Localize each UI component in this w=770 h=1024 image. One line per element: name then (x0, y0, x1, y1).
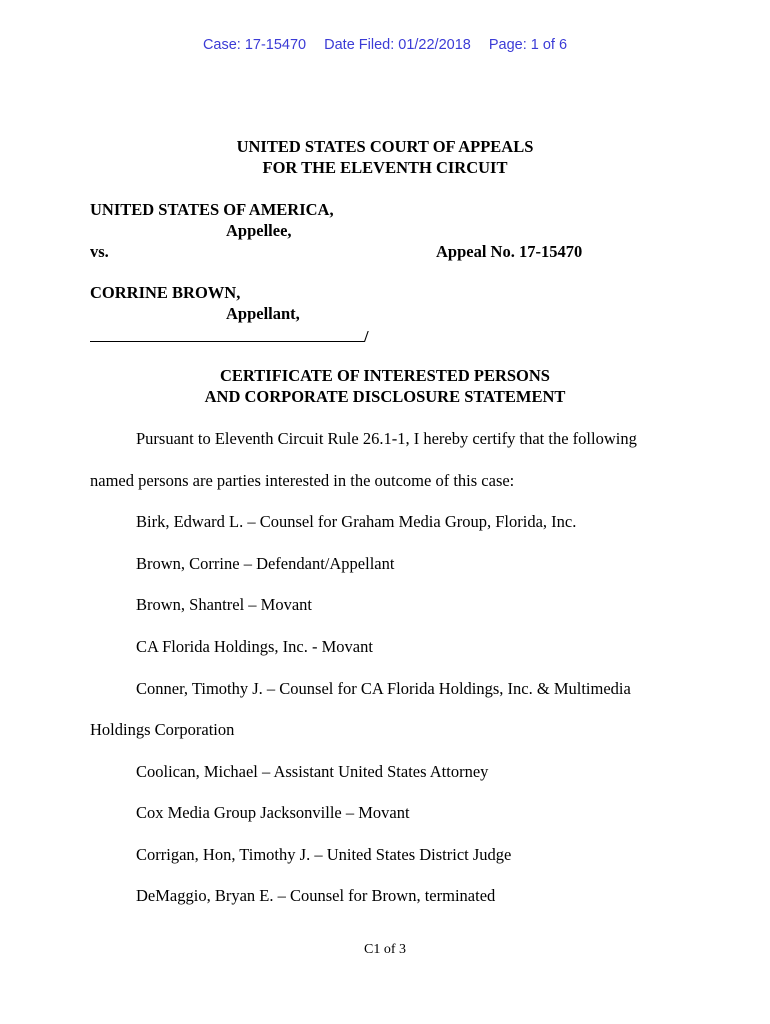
certificate-title-line-2: AND CORPORATE DISCLOSURE STATEMENT (204, 387, 566, 406)
person-entry: Birk, Edward L. – Counsel for Graham Media Group, Florida, Inc. (136, 512, 577, 531)
appeal-number: Appeal No. 17-15470 (436, 242, 583, 261)
caption-divider (90, 323, 369, 347)
person-entry-continued: Holdings Corporation (90, 720, 235, 739)
caption-slash: / (364, 327, 369, 346)
case-number: Case: 17-15470 (202, 37, 307, 53)
person-entry: Brown, Shantrel – Movant (136, 595, 312, 614)
person-entry: Brown, Corrine – Defendant/Appellant (136, 554, 395, 573)
plaintiff-name: UNITED STATES OF AMERICA, (90, 200, 334, 219)
versus-label: vs. (90, 242, 109, 261)
caption-rule (90, 323, 364, 342)
plaintiff-role: Appellee, (226, 221, 292, 240)
date-filed: Date Filed: 01/22/2018 (324, 37, 471, 53)
certificate-title-line-1: CERTIFICATE OF INTERESTED PERSONS (220, 366, 550, 385)
person-entry: Conner, Timothy J. – Counsel for CA Florida Holdings, Inc. & Multimedia (136, 679, 631, 698)
court-name-line-2: FOR THE ELEVENTH CIRCUIT (262, 158, 508, 177)
person-entry: Cox Media Group Jacksonville – Movant (136, 803, 410, 822)
defendant-name: CORRINE BROWN, (90, 283, 241, 302)
ecf-header-stamp (0, 37, 770, 53)
intro-line-1: Pursuant to Eleventh Circuit Rule 26.1-1, I hereby certify that the following (136, 429, 637, 448)
person-entry: Coolican, Michael – Assistant United States Attorney (136, 762, 489, 781)
person-entry: CA Florida Holdings, Inc. - Movant (136, 637, 373, 656)
page-footer: C1 of 3 (364, 942, 406, 957)
page-count: Page: 1 of 6 (488, 37, 568, 53)
defendant-role: Appellant, (226, 304, 300, 323)
person-entry: Corrigan, Hon, Timothy J. – United States District Judge (136, 845, 512, 864)
court-name-line-1: UNITED STATES COURT OF APPEALS (236, 137, 534, 156)
person-entry: DeMaggio, Bryan E. – Counsel for Brown, terminated (136, 886, 496, 905)
intro-line-2: named persons are parties interested in the outcome of this case: (90, 471, 515, 490)
